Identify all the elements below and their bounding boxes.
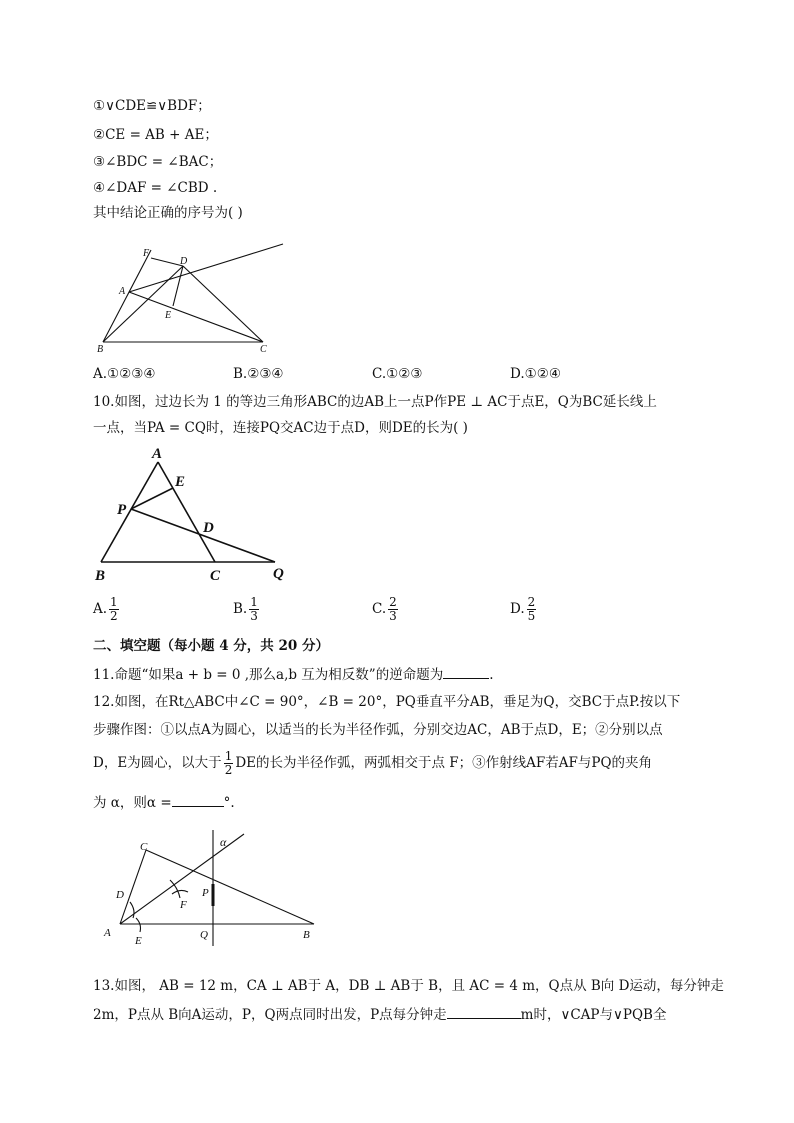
q10-option-a-fraction [109,596,119,623]
q10-option-b-num: 1 [250,595,258,609]
q10-label-D: D [203,520,214,536]
q10-label-C: C [210,568,221,584]
q10-option-b[interactable] [233,596,261,623]
q10-option-c-den: 3 [389,609,397,623]
q10-label-B: B [95,568,106,584]
q9-line-DE [173,266,183,306]
q12-line3-before: D，E为圆心，以大于 [93,755,222,771]
q9-line-BF [103,250,151,342]
q13-text-line2 [93,1004,666,1025]
q9-line-FD [151,258,183,266]
q10-option-d-den: 5 [527,609,536,623]
q13-text-line1: 13.如图， AB = 12 m，CA ⊥ AB于 A，DB ⊥ AB于 B，且 AC = 4 m，Q点从 B向 D运动，每分钟走 [93,978,724,994]
q10-option-b-fraction [249,596,259,623]
q12-answer-blank[interactable] [172,792,224,807]
q10-option-c-fraction [388,596,398,623]
q12-text-line2: 步骤作图：①以点A为圆心，以适当的长为半径作弧，分别交边AC，AB于点D，E；②分别以点 [93,722,663,738]
q10-option-c-num: 2 [389,595,397,609]
q12-frac-den: 2 [224,763,233,777]
q9-line-BD [103,266,183,342]
q10-option-a-den: 2 [110,609,118,623]
q12-label-C: C [140,841,148,853]
q12-label-E: E [135,935,142,947]
q12-label-P: P [202,887,209,899]
q10-option-a[interactable] [93,596,121,623]
q12-label-alpha: α [220,835,227,849]
q12-arc-E [136,918,141,932]
q13-line2-before: 2m，P点从 B向A运动，P，Q两点同时出发，P点每分钟走 [93,1007,447,1023]
q9-label-F: F [143,248,150,259]
q12-label-F: F [180,899,187,911]
q10-figure [93,444,293,584]
q9-option-a[interactable]: A.①②③④ [93,366,156,382]
q10-option-d-num: 2 [527,595,536,609]
q9-label-D: D [180,256,188,267]
q9-line-AC [129,292,263,342]
q10-text-line1: 10.如图，过边长为 1 的等边三角形ABC的边AB上一点P作PE ⊥ AC于点E，Q为BC延长线上 [93,394,657,410]
q10-side-AC [158,462,215,562]
q12-label-A: A [104,927,111,939]
q9-label-C: C [260,344,267,355]
q12-line4-before: 为 α，则α = [93,795,172,811]
q11-answer-blank[interactable] [443,664,489,679]
q13-line2-after: m时，∨CAP与∨PQB全 [520,1007,667,1023]
q10-option-c[interactable] [372,596,400,623]
q10-side-AB [101,462,158,562]
q10-text-line2: 一点，当PA = CQ时，连接PQ交AC边于点D，则DE的长为( ) [93,420,468,436]
q9-question: 其中结论正确的序号为( ) [93,205,243,221]
q9-statement-2: ②CE = AB + AE； [93,127,218,143]
q10-option-b-den: 3 [250,609,258,623]
q10-option-d-prefix: D. [510,601,525,617]
q13-answer-blank[interactable] [447,1004,521,1019]
q12-figure [100,826,330,951]
q9-figure [95,238,285,353]
q12-fraction-half [224,750,234,777]
q10-label-A: A [152,446,163,462]
q10-option-a-prefix: A. [93,601,108,617]
q10-option-a-num: 1 [110,595,118,609]
q9-label-A: A [119,286,126,297]
q10-label-P: P [117,502,127,518]
q10-option-d[interactable] [510,596,538,623]
q9-label-E: E [165,310,172,321]
q9-option-c[interactable]: C.①②③ [372,366,423,382]
q9-statement-1: ①∨CDE≌∨BDF； [93,98,211,114]
q10-option-b-prefix: B. [233,601,248,617]
q12-frac-num: 1 [224,749,233,763]
q12-label-Q: Q [200,929,208,941]
q12-arc-F1 [170,880,180,898]
q9-option-b[interactable]: B.②③④ [233,366,284,382]
q9-line-DC [183,266,263,342]
q12-text-line3 [93,750,652,777]
q9-line-AD-ray [129,244,283,292]
q10-label-Q: Q [273,566,284,582]
q9-label-B: B [97,344,104,355]
q12-text-line4 [93,792,235,813]
q10-label-E: E [175,474,186,490]
q9-option-d[interactable]: D.①②④ [510,366,561,382]
q12-arc-F2 [172,890,188,894]
q10-option-c-prefix: C. [372,601,387,617]
q12-label-B: B [303,929,310,941]
q9-statement-3: ③∠BDC = ∠BAC； [93,154,223,170]
q11-text [93,664,494,685]
q12-line4-after: °. [223,795,235,811]
q12-side-AC [120,850,146,924]
q10-option-d-fraction [527,596,537,623]
q12-line3-after: DE的长为半径作弧，两弧相交于点 F；③作射线AF若AF与PQ的夹角 [235,755,653,771]
q12-text-line1: 12.如图，在Rt△ABC中∠C = 90°，∠B = 20°，PQ垂直平分AB，垂足为Q，交BC于点P.按以下 [93,694,681,710]
q11-text-before: 11.命题“如果a + b = 0 ,那么a,b 互为相反数”的逆命题为 [93,667,444,683]
q12-label-D: D [116,889,124,901]
q11-text-after: . [489,667,494,683]
q9-statement-4: ④∠DAF = ∠CBD . [93,180,218,196]
section-2-title: 二、填空题（每小题 4 分，共 20 分） [93,638,329,654]
